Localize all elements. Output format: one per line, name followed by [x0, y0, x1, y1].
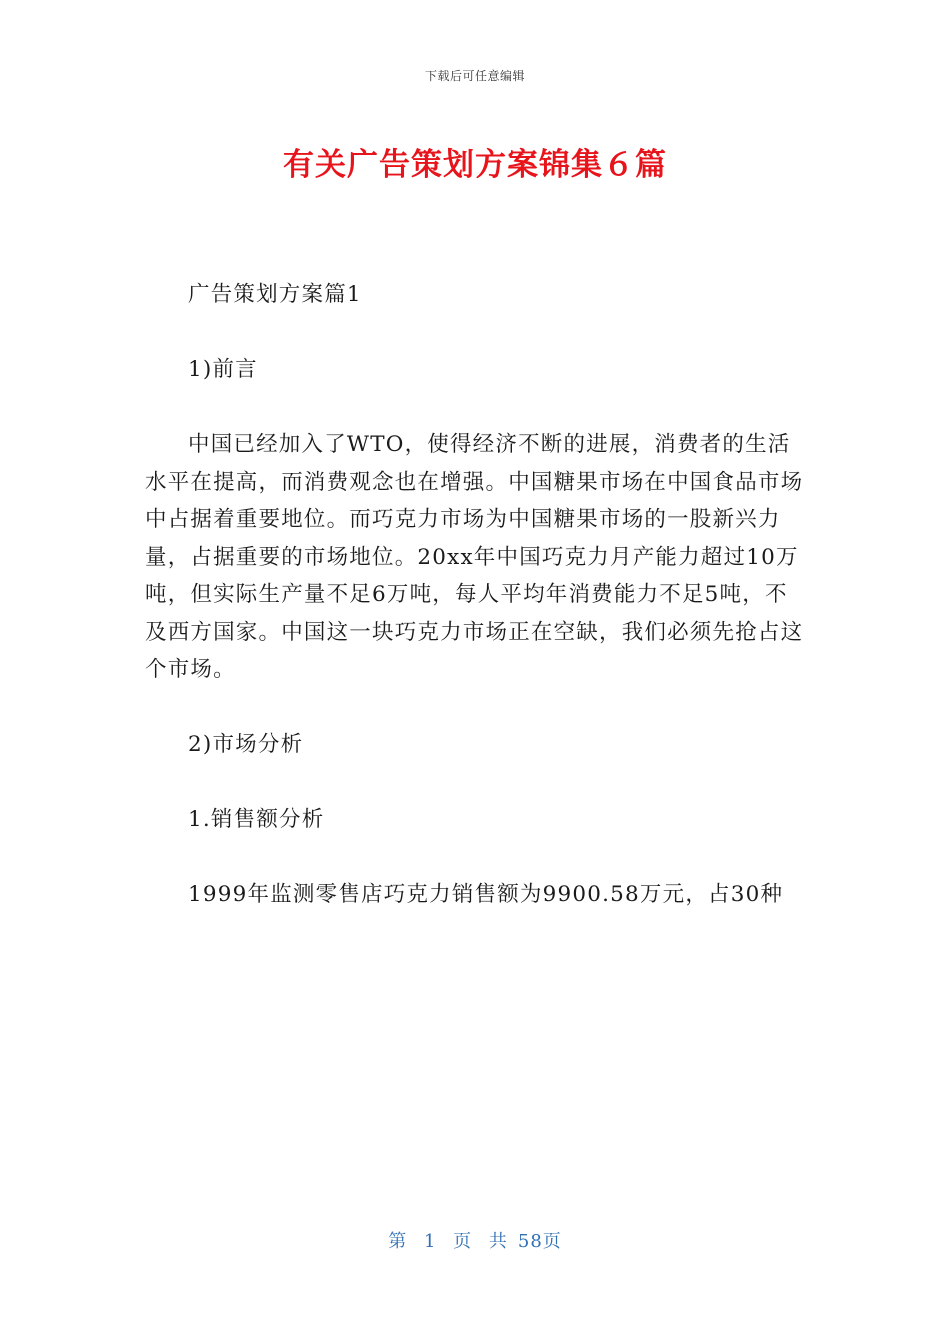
page-label-prefix: 第 — [388, 1231, 408, 1252]
document-title: 有关广告策划方案锦集６篇 — [283, 147, 667, 183]
subsection-heading: 1.销售额分析 — [188, 807, 325, 832]
page-label-middle: 页 — [453, 1231, 473, 1252]
body-paragraph: 1999年监测零售店巧克力销售额为9900.58万元，占30种 — [188, 882, 784, 907]
header-note: 下载后可任意编辑 — [424, 69, 525, 83]
body-paragraph: 中国已经加入了WTO，使得经济不断的进展，消费者的生活水平在提高，而消费观念也在增强。中国糖果市场在中国食品市场中占据着重要地位。而巧克力市场为中国糖果市场的一股新兴力量，占据重要的市场地位。20xx年中国巧克力月产能力超过10万吨，但实际生产量不足6万吨，每人平均年消费能力不足5吨，不及西方国家。中国这一块巧克力市场正在空缺，我们必须先抢占这个市场。 — [145, 432, 804, 682]
subsection-heading: 2)市场分析 — [188, 732, 304, 757]
document-body — [145, 276, 805, 951]
section-heading: 广告策划方案篇1 — [188, 282, 362, 307]
total-pages: 58页 — [517, 1231, 562, 1252]
page-number-footer — [0, 1227, 950, 1253]
total-label-prefix: 共 — [488, 1231, 508, 1252]
current-page-number: 1 — [423, 1231, 437, 1252]
subsection-heading: 1)前言 — [188, 357, 258, 382]
